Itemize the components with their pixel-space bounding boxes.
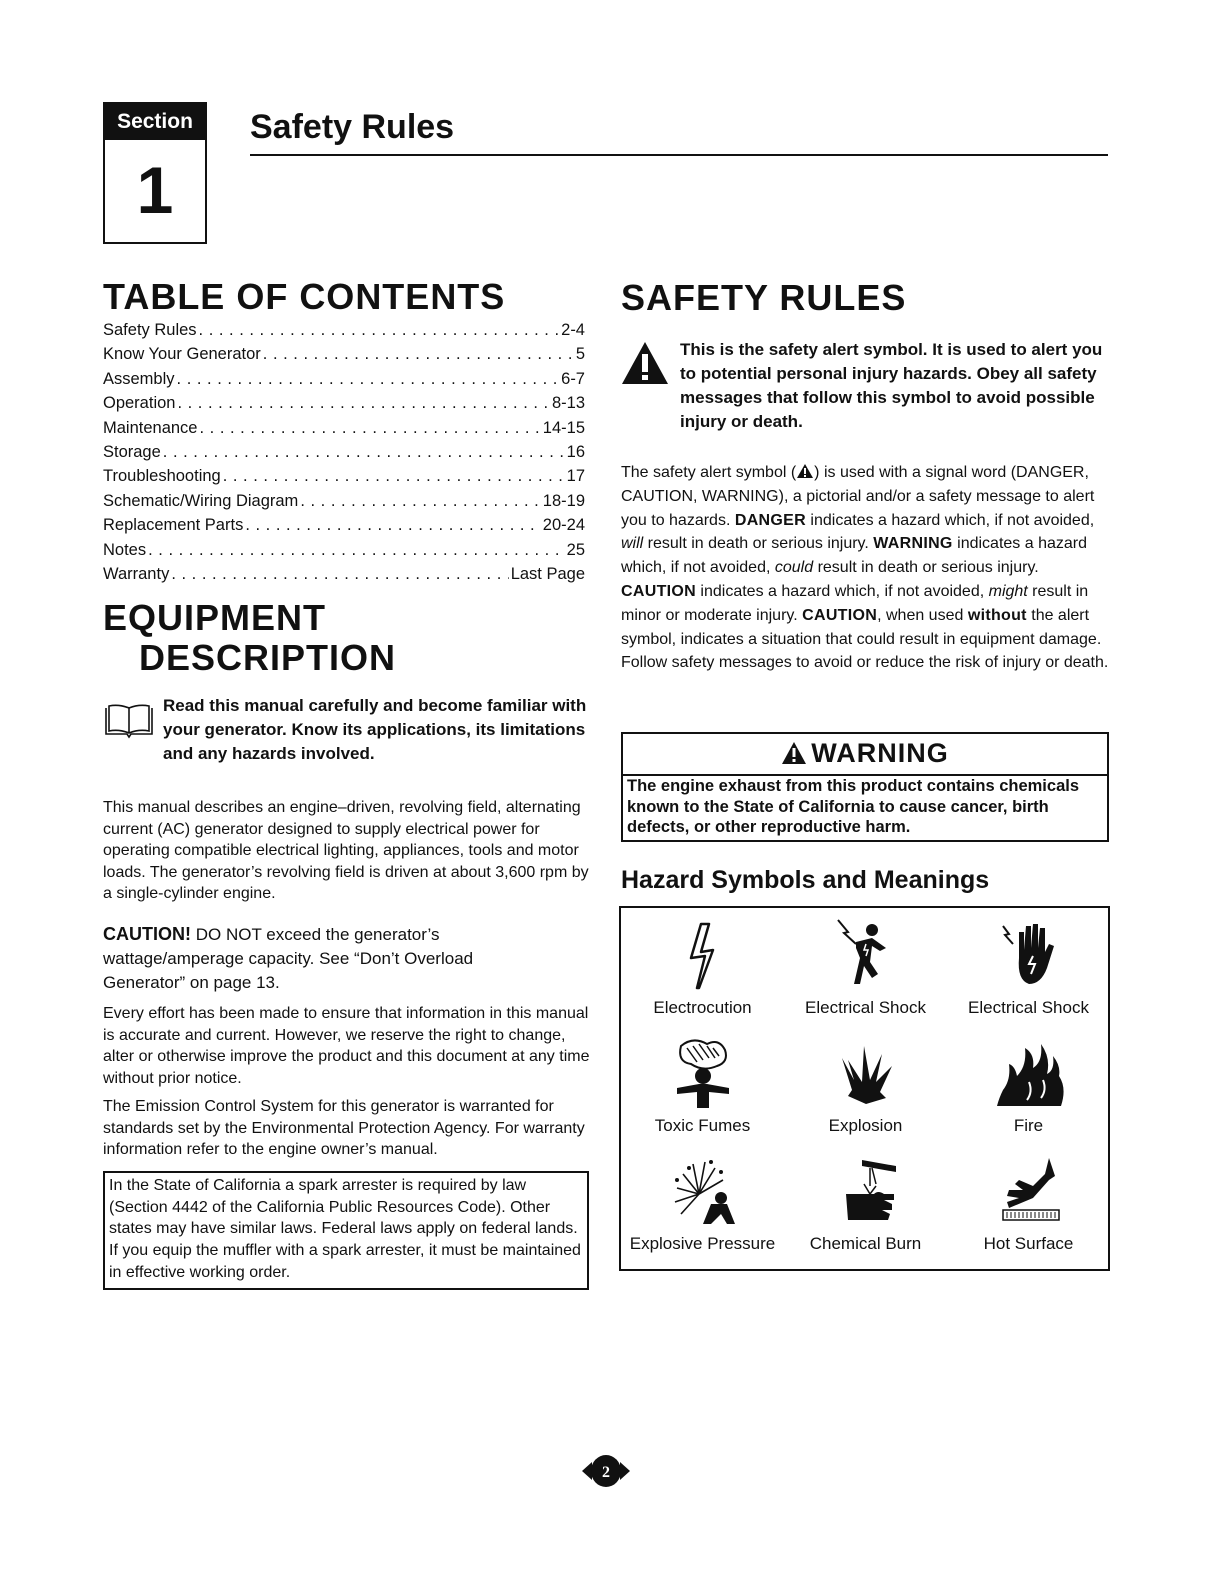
toxic-fumes-icon xyxy=(663,1036,743,1110)
caution-paragraph xyxy=(103,922,523,995)
hazard-item xyxy=(621,1154,784,1254)
electrical-shock-person-icon xyxy=(826,918,906,992)
warning-alert-icon xyxy=(781,741,807,765)
equipment-heading xyxy=(103,598,396,678)
spark-arrester-notice: In the State of California a spark arrester is required by law (Section 4442 of the California Public Resources Code). Other states may have similar laws. Federal laws apply on federal lands. If you equip the muffler with a spark arrester, it must be maintained in effective working order. xyxy=(103,1171,589,1290)
text-run: , when used xyxy=(877,606,968,624)
toc-item-page: 20-24 xyxy=(542,516,585,535)
toc-item-title: Replacement Parts xyxy=(103,516,244,535)
toc-item-title: Storage xyxy=(103,442,161,461)
page-number-badge xyxy=(582,1454,630,1488)
emission-warranty-note: The Emission Control System for this generator is warranted for standards set by the Environmental Protection Agency. For warranty information refer to the engine owner’s manual. xyxy=(103,1098,585,1158)
hazard-item xyxy=(784,1154,947,1254)
toc-item[interactable] xyxy=(103,318,585,342)
toc-item[interactable] xyxy=(103,391,585,415)
explosive-pressure-icon xyxy=(663,1154,743,1228)
toc-item-page: 25 xyxy=(566,540,585,559)
table-of-contents xyxy=(103,318,585,586)
without-word: without xyxy=(967,606,1027,624)
text-run: ) is used with a signal word (DANGER, CAUTION, WARNING), a pictorial and/or a safety message to alert you to hazards. xyxy=(621,464,1095,529)
hot-surface-icon xyxy=(989,1154,1069,1228)
toc-leader-dots xyxy=(300,489,540,513)
page-title: Safety Rules xyxy=(250,108,455,146)
equipment-description: This manual describes an engine–driven, revolving field, alternating current (AC) generator designed to supply electrical power for operating compatible electrical lighting, appliances, tools and motor loads. The generator’s revolving field is driven at about 3,600 rpm by a single-cylinder engine. xyxy=(103,799,589,902)
explosion-icon xyxy=(826,1036,906,1110)
hazard-label: Toxic Fumes xyxy=(654,1116,751,1135)
toc-item[interactable] xyxy=(103,489,585,513)
toc-leader-dots xyxy=(223,464,565,488)
electrical-shock-hand-icon xyxy=(989,918,1069,992)
caution-label: CAUTION! xyxy=(103,924,191,944)
inline-alert-icon xyxy=(796,463,814,479)
signal-word-explanation xyxy=(621,461,1111,675)
toc-heading: TABLE OF CONTENTS xyxy=(103,276,506,317)
caution-text: DO NOT exceed the generator’s wattage/amperage capacity. See “Don’t Overload Generator” on page 13. xyxy=(103,925,474,992)
toc-item-page: 8-13 xyxy=(551,394,585,413)
safety-alert-icon xyxy=(620,340,670,386)
hazard-item xyxy=(947,1036,1110,1136)
safety-rules-heading: SAFETY RULES xyxy=(621,277,907,318)
equipment-heading-line1: EQUIPMENT xyxy=(103,597,327,638)
chemical-burn-icon xyxy=(826,1154,906,1228)
toc-item-title: Safety Rules xyxy=(103,321,197,339)
hazard-label: Electrical Shock xyxy=(805,998,926,1017)
toc-leader-dots xyxy=(177,391,550,415)
toc-item-title: Notes xyxy=(103,540,147,559)
page-number: 2 xyxy=(602,1464,610,1481)
caution-word: CAUTION xyxy=(802,606,878,624)
toc-item-page: 2-4 xyxy=(561,321,585,339)
warning-title: WARNING xyxy=(811,738,949,768)
toc-leader-dots xyxy=(177,367,560,391)
text-run: could xyxy=(774,559,814,577)
toc-item[interactable] xyxy=(103,538,585,562)
hazard-item xyxy=(621,1036,784,1136)
hazard-label: Fire xyxy=(1013,1116,1044,1135)
hazard-item xyxy=(947,918,1110,1018)
toc-item-page: Last Page xyxy=(510,564,585,583)
toc-item[interactable] xyxy=(103,367,585,391)
section-label: Section xyxy=(105,104,205,140)
toc-item-title: Maintenance xyxy=(103,418,198,437)
toc-item-page: 17 xyxy=(566,467,585,486)
toc-item[interactable] xyxy=(103,416,585,440)
text-run: indicates a hazard which, if not avoided, xyxy=(695,582,989,600)
text-run: result in minor or moderate injury. xyxy=(621,582,1089,624)
danger-word: DANGER xyxy=(734,511,806,529)
hazard-symbols-grid xyxy=(619,906,1110,1271)
warning-header xyxy=(623,734,1107,776)
warning-text: The engine exhaust from this product contains chemicals known to the State of California to cause cancer, birth defects, or other reproductive harm. xyxy=(627,777,1080,836)
toc-item-title: Assembly xyxy=(103,369,175,388)
text-run: will xyxy=(621,535,644,553)
toc-item-title: Warranty xyxy=(103,564,170,583)
safety-alert-statement: This is the safety alert symbol. It is used to alert you to potential personal injury hazards. Obey all safety messages that follow this symbol to avoid possible injury or death. xyxy=(680,340,1103,431)
section-badge xyxy=(103,102,207,244)
equipment-heading-line2: DESCRIPTION xyxy=(139,637,397,678)
toc-leader-dots xyxy=(199,318,560,342)
toc-item[interactable] xyxy=(103,342,585,366)
text-run: The safety alert symbol ( xyxy=(621,464,797,481)
hazard-label: Electrocution xyxy=(653,998,752,1017)
text-run: indicates a hazard which, if not avoided, xyxy=(805,511,1095,529)
hazard-label: Hot Surface xyxy=(983,1234,1074,1253)
toc-item-page: 6-7 xyxy=(561,369,585,388)
hazard-label: Explosion xyxy=(828,1116,903,1135)
text-run: might xyxy=(988,582,1028,600)
toc-leader-dots xyxy=(171,562,508,586)
hazard-item xyxy=(784,1036,947,1136)
toc-leader-dots xyxy=(199,416,540,440)
toc-item[interactable] xyxy=(103,440,585,464)
hazard-item xyxy=(947,1154,1110,1254)
toc-item-title: Operation xyxy=(103,394,176,413)
california-warning-box xyxy=(621,732,1109,842)
text-run: result in death or serious injury. xyxy=(643,535,874,553)
fire-icon xyxy=(989,1036,1069,1110)
text-run: result in death or serious injury. xyxy=(813,559,1039,577)
toc-leader-dots xyxy=(148,538,565,562)
toc-leader-dots xyxy=(245,513,540,537)
toc-item-page: 5 xyxy=(575,345,585,364)
hazard-symbols-heading: Hazard Symbols and Meanings xyxy=(621,866,990,894)
warning-word: WARNING xyxy=(873,535,953,553)
accuracy-disclaimer: Every effort has been made to ensure that information in this manual is accurate and current. However, we reserve the right to change, alter or otherwise improve the product and this document at any time without prior notice. xyxy=(103,1005,590,1087)
toc-item-page: 14-15 xyxy=(542,418,585,437)
toc-item-title: Know Your Generator xyxy=(103,345,261,364)
toc-item[interactable] xyxy=(103,562,585,586)
text-run: the alert symbol, indicates a situation that could result in equipment damage. Follow safety messages to avoid or reduce the risk of injury or death. xyxy=(621,606,1109,672)
read-manual-note: Read this manual carefully and become familiar with your generator. Know its applications, its limitations and any hazards involved. xyxy=(163,696,587,763)
hazard-label: Electrical Shock xyxy=(968,998,1089,1017)
hazard-label: Chemical Burn xyxy=(809,1234,922,1253)
hazard-item xyxy=(784,918,947,1018)
toc-leader-dots xyxy=(163,440,565,464)
hazard-label: Explosive Pressure xyxy=(629,1234,776,1253)
toc-item-page: 18-19 xyxy=(542,491,585,510)
electrocution-icon xyxy=(663,918,743,992)
book-icon xyxy=(103,704,155,740)
toc-item[interactable] xyxy=(103,464,585,488)
toc-item-page: 16 xyxy=(566,442,585,461)
toc-leader-dots xyxy=(263,342,574,366)
toc-item-title: Schematic/Wiring Diagram xyxy=(103,491,299,510)
toc-item-title: Troubleshooting xyxy=(103,467,221,486)
caution-word: CAUTION xyxy=(621,582,696,600)
text-run: indicates a hazard which, if not avoided, xyxy=(621,535,1087,577)
section-number: 1 xyxy=(136,153,174,227)
toc-item[interactable] xyxy=(103,513,585,537)
header-divider xyxy=(250,154,1108,156)
hazard-item xyxy=(621,918,784,1018)
